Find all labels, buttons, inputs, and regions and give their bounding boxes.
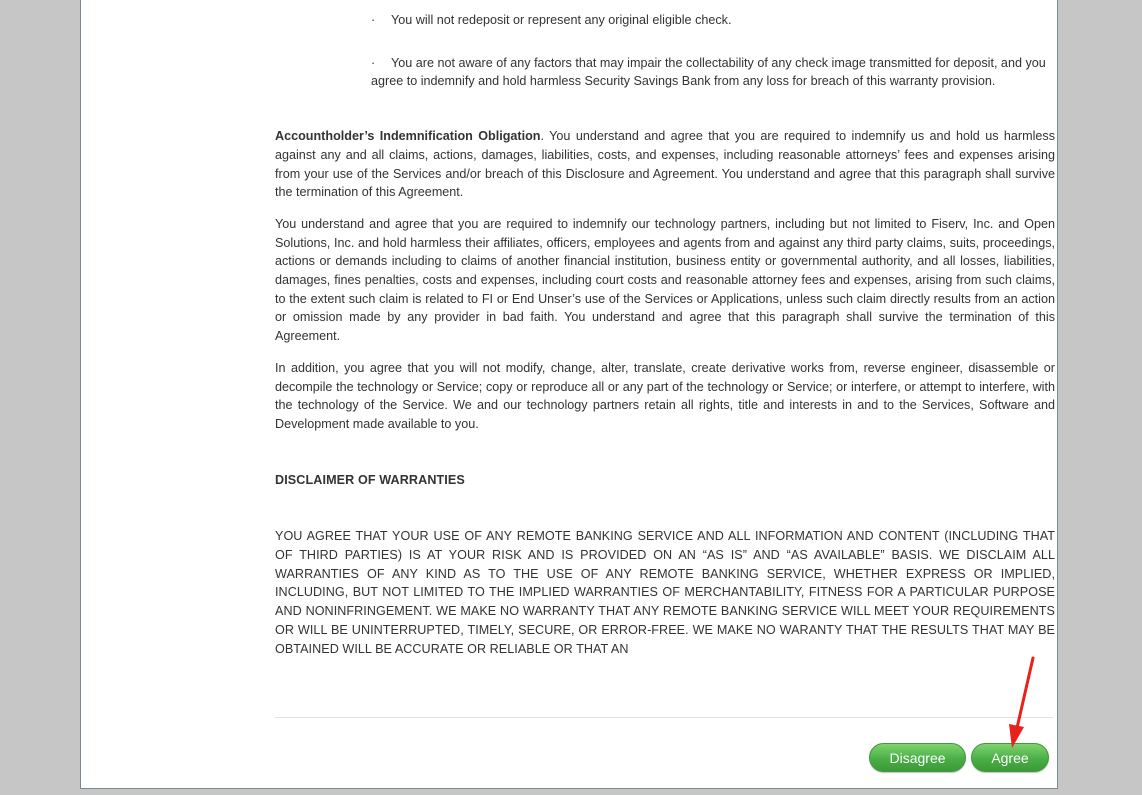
warranty-bullet [371, 11, 1055, 30]
bullet-text: You will not redeposit or represent any original eligible check. [391, 13, 732, 27]
indemnification-title: Accountholder’s Indemnification Obligation [275, 129, 541, 144]
footer-divider [275, 717, 1053, 718]
agreement-dialog [80, 0, 1058, 789]
warranty-bullet [371, 54, 1055, 91]
agree-button[interactable]: Agree [971, 743, 1049, 772]
disagree-button[interactable]: Disagree [869, 743, 966, 772]
terms-scroll-area[interactable] [275, 0, 1055, 700]
disclaimer-heading: DISCLAIMER OF WARRANTIES [275, 472, 465, 487]
usage-restrictions-paragraph: In addition, you agree that you will not modify, change, alter, translate, create derivative works from, reverse engineer, disassemble or decompile the technology or Service; copy or reproduce all or any part of the technology or Service; or interfere, or attempt to interfere, with the technology of the Service. We and our technology partners retain all rights, title and interests in and to the Services, Software and Development made available to you. [275, 360, 1055, 431]
bullet-marker: · [371, 55, 376, 70]
indemnification-paragraph [275, 127, 1055, 202]
partner-indemnification-paragraph: You understand and agree that you are required to indemnify our technology partners, including but not limited to Fiserv, Inc. and Open Solutions, Inc. and hold harmless their affiliates, officers, employees and agents from and against any third party claims, suits, proceedings, actions or demands including to claims of another financial institution, business entity or governmental authority, and all losses, liabilities, damages, fines penalties, costs and expenses, including court costs and reasonable attorney fees and expenses, arising from such claims, to the extent such claim is related to FI or End Unser’s use of the Services or Applications, unless such claim directly results from an action or omission made by any provider in bad faith. You understand and agree that this paragraph shall survive the termination of this Agreement. [275, 216, 1055, 344]
bullet-marker: · [371, 13, 376, 27]
indemnification-text: . You understand and agree that you are required to indemnify us and hold us harmless against any and all claims, actions, damages, liabilities, costs, and expenses, including reasonable attorneys’ fees and expenses arising from your use of the Services and/or breach of this Disclosure and Agreement. You understand and agree that this paragraph shall survive the termination of this Agreement. [275, 129, 1055, 200]
disclaimer-paragraph: YOU AGREE THAT YOUR USE OF ANY REMOTE BANKING SERVICE AND ALL INFORMATION AND CONTENT (INCLUDING THAT OF THIRD PARTIES) IS AT YOUR RISK AND IS PROVIDED ON AN “AS IS” AND “AS AVAILABLE” BASIS. WE DISCLAIM ALL WARRANTIES OF ANY KIND AS TO THE USE OF ANY REMOTE BANKING SERVICE, WHETHER EXPRESS OR IMPLIED, INCLUDING, BUT NOT LIMITED TO THE IMPLIED WARRANTIES OF MERCHANTABILITY, FITNESS FOR A PARTICULAR PURPOSE AND NONINFRINGEMENT. WE MAKE NO WARRANTY THAT ANY REMOTE BANKING SERVICE WILL MEET YOUR REQUIREMENTS OR WILL BE UNINTERRUPTED, TIMELY, SECURE, OR ERROR-FREE. WE MAKE NO WARANTY THAT THE RESULTS THAT MAY BE OBTAINED WILL BE ACCURATE OR RELIABLE OR THAT AN [275, 529, 1055, 656]
bullet-text: You are not aware of any factors that may impair the collectability of any check image transmitted for deposit, and you agree to indemnify and hold harmless Security Savings Bank from any loss for breach of this warranty provision. [371, 55, 1046, 89]
